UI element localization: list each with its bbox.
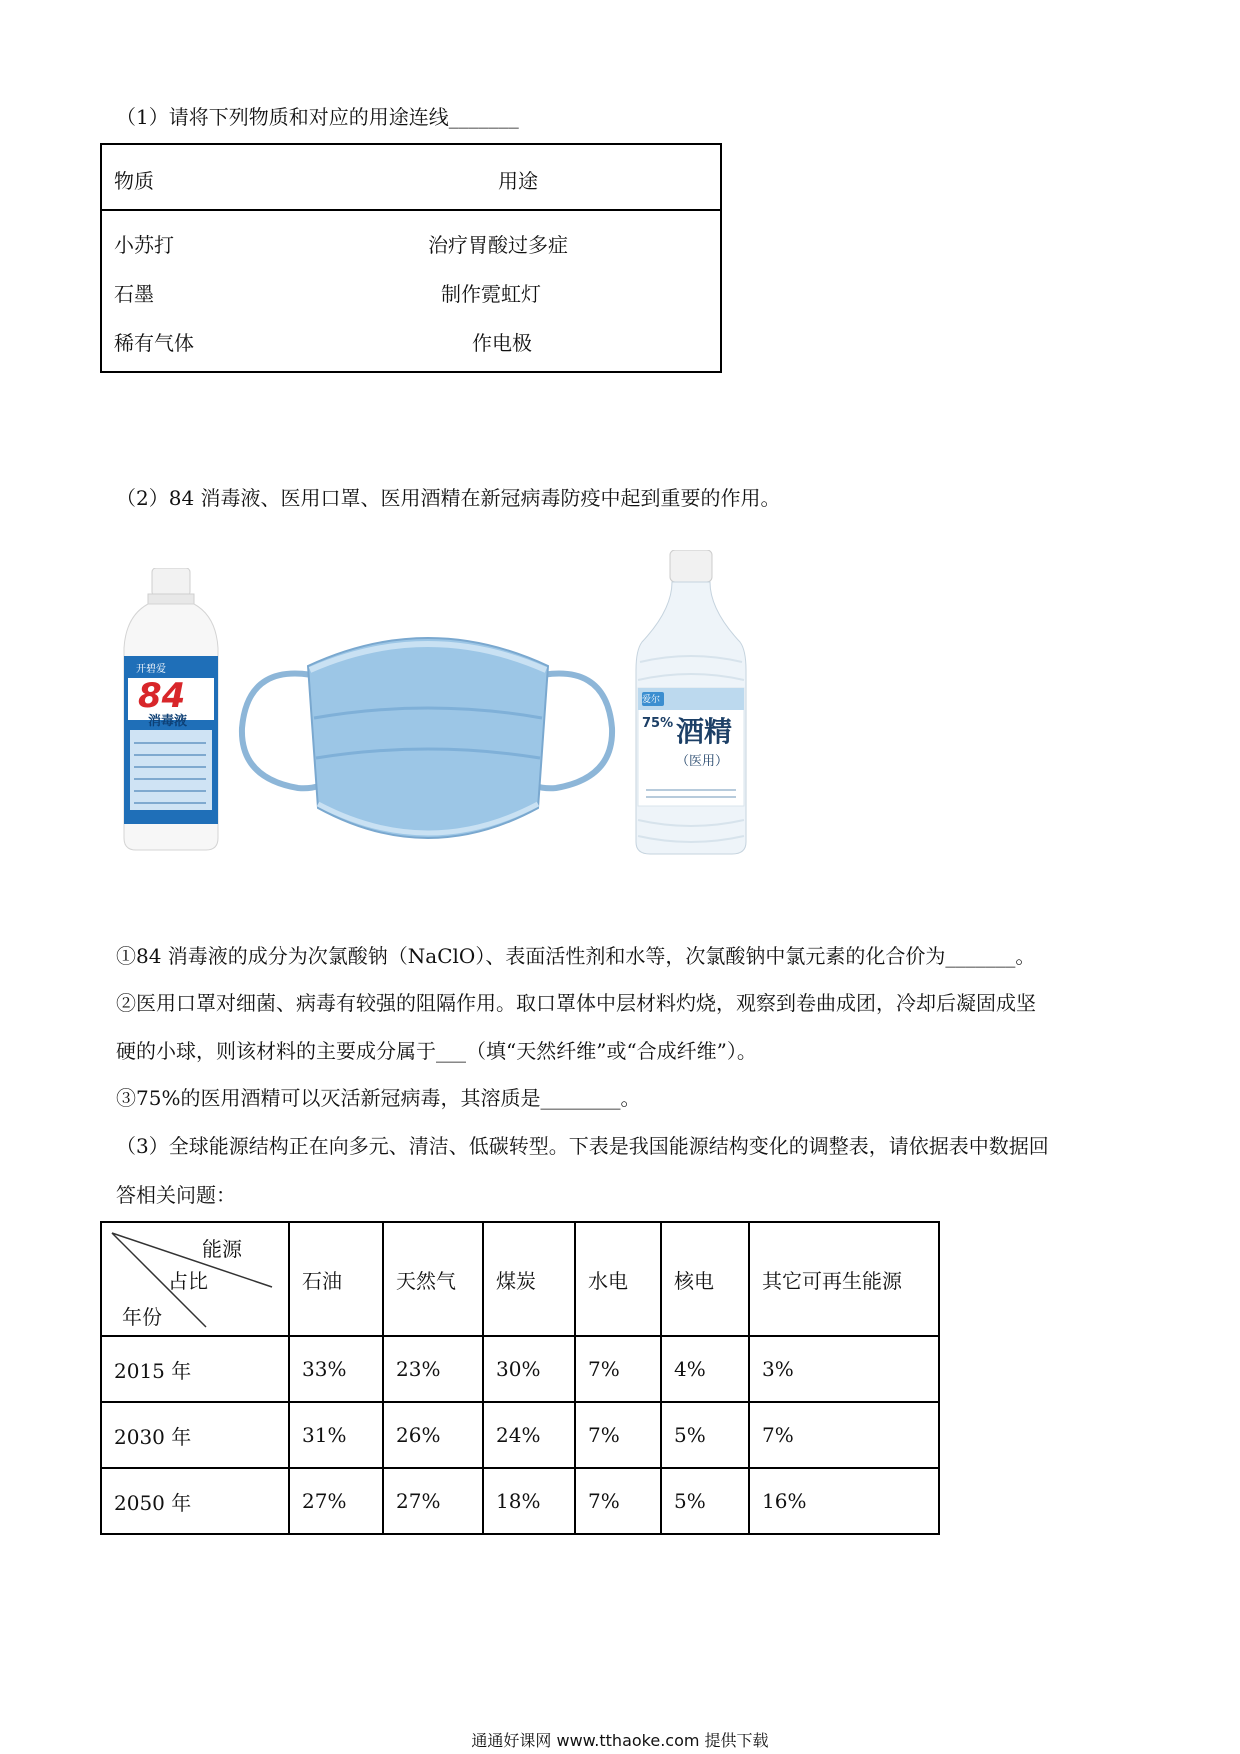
row-year: 2030 年 <box>101 1402 289 1468</box>
column-header: 其它可再生能源 <box>749 1222 939 1336</box>
substance-use-table <box>100 143 722 373</box>
table-cell: 5% <box>661 1402 749 1468</box>
table-cell: 24% <box>483 1402 575 1468</box>
table-row <box>101 1336 939 1402</box>
table-cell: 5% <box>661 1468 749 1534</box>
table-cell: 30% <box>483 1336 575 1402</box>
q2-item-1: ①84 消毒液的成分为次氯酸钠（NaClO）、表面活性剂和水等，次氯酸钠中氯元素的化合价为_______。 <box>116 944 1036 968</box>
table-cell-use: 制作霓虹灯 <box>441 282 541 306</box>
table-cell: 3% <box>749 1336 939 1402</box>
table-cell: 7% <box>575 1336 661 1402</box>
alcohol-percent-label: 75% <box>642 716 674 731</box>
q2-item-3: ③75%的医用酒精可以灭活新冠病毒，其溶质是________。 <box>116 1086 641 1110</box>
q1-prompt: （1）请将下列物质和对应的用途连线_______ <box>116 105 519 129</box>
column-header: 煤炭 <box>483 1222 575 1336</box>
table-cell: 18% <box>483 1468 575 1534</box>
row-year: 2050 年 <box>101 1468 289 1534</box>
table-cell: 16% <box>749 1468 939 1534</box>
row-year: 2015 年 <box>101 1336 289 1402</box>
disinfectant-84-bottle-image <box>118 568 224 852</box>
bottle-brand-text: 开碧爱 <box>136 664 166 675</box>
page-footer: 通通好课网 www.tthaoke.com 提供下载 <box>471 1731 769 1750</box>
bottle-84-sub-label: 消毒液 <box>148 714 188 729</box>
energy-structure-table <box>100 1221 940 1535</box>
bottle-84-label: 84 <box>138 676 186 716</box>
column-header: 石油 <box>289 1222 383 1336</box>
medical-alcohol-bottle-image <box>632 550 750 856</box>
alcohol-brand-text: 爱尔 <box>642 695 661 705</box>
table-cell-substance: 稀有气体 <box>114 331 194 355</box>
table-cell: 33% <box>289 1336 383 1402</box>
header-divider <box>102 209 720 211</box>
column-header: 天然气 <box>383 1222 483 1336</box>
table-corner-cell <box>101 1222 289 1336</box>
medical-mask-image <box>238 618 616 856</box>
table-cell: 4% <box>661 1336 749 1402</box>
table-row <box>101 1402 939 1468</box>
table-cell: 7% <box>575 1468 661 1534</box>
q2-item-2: ②医用口罩对细菌、病毒有较强的阻隔作用。取口罩体中层材料灼烧，观察到卷曲成团，冷却后凝固成坚 <box>116 991 1036 1015</box>
column-header: 水电 <box>575 1222 661 1336</box>
q2-item-2-cont: 硬的小球，则该材料的主要成分属于___（填“天然纤维”或“合成纤维”）。 <box>116 1039 757 1063</box>
q2-intro: （2）84 消毒液、医用口罩、医用酒精在新冠病毒防疫中起到重要的作用。 <box>116 486 781 510</box>
table-cell: 27% <box>289 1468 383 1534</box>
corner-label-year: 年份 <box>122 1305 162 1329</box>
table-cell: 23% <box>383 1336 483 1402</box>
corner-label-energy: 能源 <box>202 1237 242 1261</box>
q3-line-2: 答相关问题： <box>116 1183 236 1207</box>
table-cell: 26% <box>383 1402 483 1468</box>
column-header: 核电 <box>661 1222 749 1336</box>
table-cell: 7% <box>749 1402 939 1468</box>
table-header-use: 用途 <box>498 169 538 193</box>
corner-label-ratio: 占比 <box>168 1269 208 1293</box>
table-cell: 7% <box>575 1402 661 1468</box>
table-cell: 27% <box>383 1468 483 1534</box>
table-header-substance: 物质 <box>114 169 154 193</box>
table-cell-substance: 石墨 <box>114 282 154 306</box>
q3-line-1: （3）全球能源结构正在向多元、清洁、低碳转型。下表是我国能源结构变化的调整表，请依据表中数据回 <box>116 1134 1049 1158</box>
table-cell: 31% <box>289 1402 383 1468</box>
table-cell-use: 治疗胃酸过多症 <box>428 233 568 257</box>
table-cell-substance: 小苏打 <box>114 233 174 257</box>
alcohol-sub-label: （医用） <box>676 754 729 769</box>
table-row <box>101 1468 939 1534</box>
table-cell-use: 作电极 <box>472 331 532 355</box>
alcohol-main-label: 酒精 <box>676 715 733 748</box>
